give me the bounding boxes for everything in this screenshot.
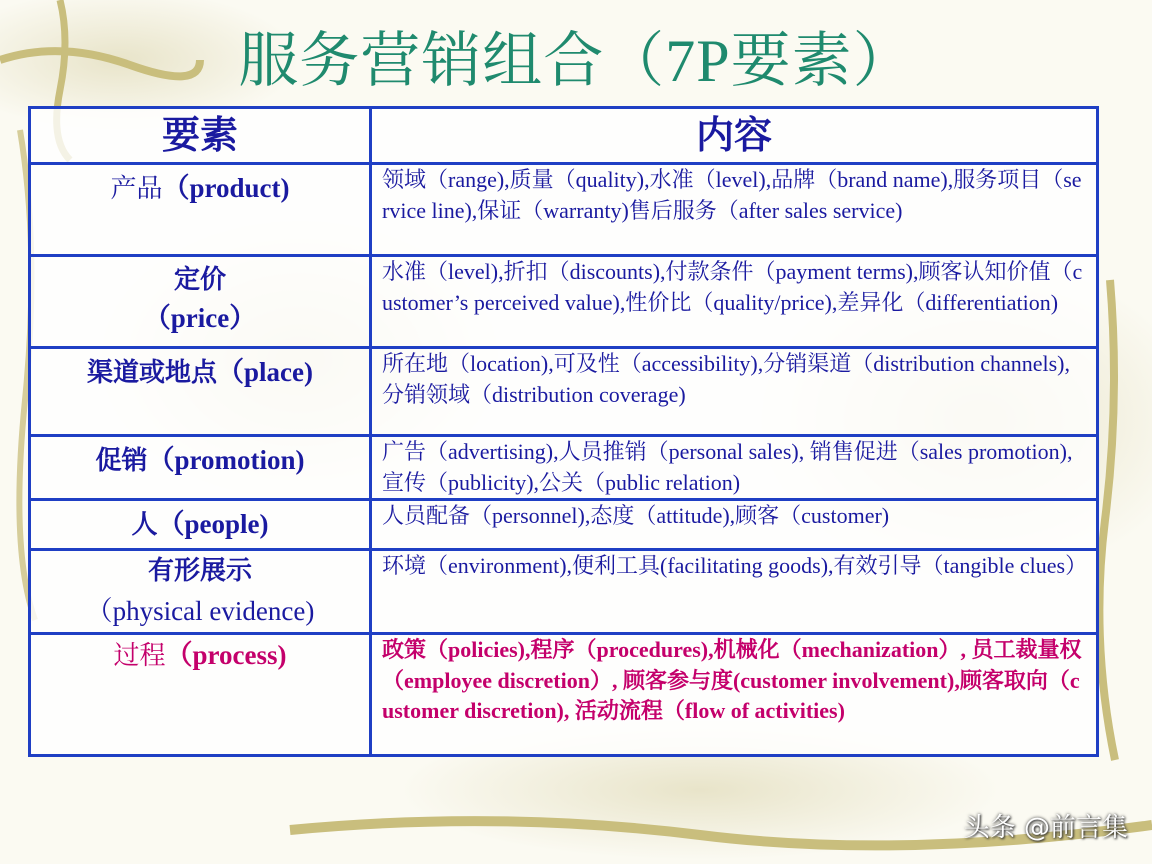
element-cell	[30, 348, 371, 436]
element-cell	[30, 550, 371, 634]
content-cell: 广告（advertising),人员推销（personal sales), 销售促进（sales promotion),宣传（publicity),公关（public relation)	[371, 436, 1098, 500]
content-cell: 政策（policies),程序（procedures),机械化（mechanization）, 员工裁量权（employee discretion）, 顾客参与度(customer involvement),顾客取向（customer discretion), 活动流程（flow of activities)	[371, 634, 1098, 756]
table-row-people	[30, 500, 1098, 550]
element-cn: 渠道或地点	[87, 358, 218, 388]
element-cn: 产品	[110, 174, 163, 204]
table-row-physical-evidence	[30, 550, 1098, 634]
element-cell	[30, 164, 371, 256]
content-cell: 水准（level),折扣（discounts),付款条件（payment terms),顾客认知价值（customer’s perceived value),性价比（quality/price),差异化（differentiation)	[371, 256, 1098, 348]
element-cn: 定价	[173, 265, 226, 295]
element-en: （people)	[157, 509, 269, 539]
element-cn: 人	[131, 510, 158, 540]
table-row-process	[30, 634, 1098, 756]
element-cell	[30, 256, 371, 348]
element-en: （physical evidence)	[85, 596, 315, 626]
element-en: （process)	[165, 640, 287, 670]
watermark-text: 头条 @前言集	[963, 813, 1128, 843]
element-cn: 有形展示	[147, 556, 252, 586]
table-row-price	[30, 256, 1098, 348]
element-en: （price）	[143, 303, 257, 333]
content-cell: 领域（range),质量（quality),水准（level),品牌（brand name),服务项目（service line),保证（warranty)售后服务（after sales service)	[371, 164, 1098, 256]
content-cell: 所在地（location),可及性（accessibility),分销渠道（distribution channels),分销领域（distribution coverage)	[371, 348, 1098, 436]
content-cell: 环境（environment),便利工具(facilitating goods),有效引导（tangible clues）	[371, 550, 1098, 634]
content-cell: 人员配备（personnel),态度（attitude),顾客（customer)	[371, 500, 1098, 550]
element-cell	[30, 436, 371, 500]
element-en: （product)	[162, 173, 290, 203]
element-cn: 促销	[95, 446, 148, 476]
element-en: （place)	[217, 357, 313, 387]
element-cell	[30, 500, 371, 550]
element-cn: 过程	[113, 641, 166, 671]
header-element: 要素	[30, 108, 371, 164]
page-title: 服务营销组合（7P要素）	[238, 28, 914, 94]
table-row-product	[30, 164, 1098, 256]
header-content: 内容	[371, 108, 1098, 164]
element-en: （promotion)	[147, 445, 305, 475]
table-row-promotion	[30, 436, 1098, 500]
table-header-row	[30, 108, 1098, 164]
element-cell	[30, 634, 371, 756]
marketing-mix-table	[28, 106, 1096, 757]
table-row-place	[30, 348, 1098, 436]
